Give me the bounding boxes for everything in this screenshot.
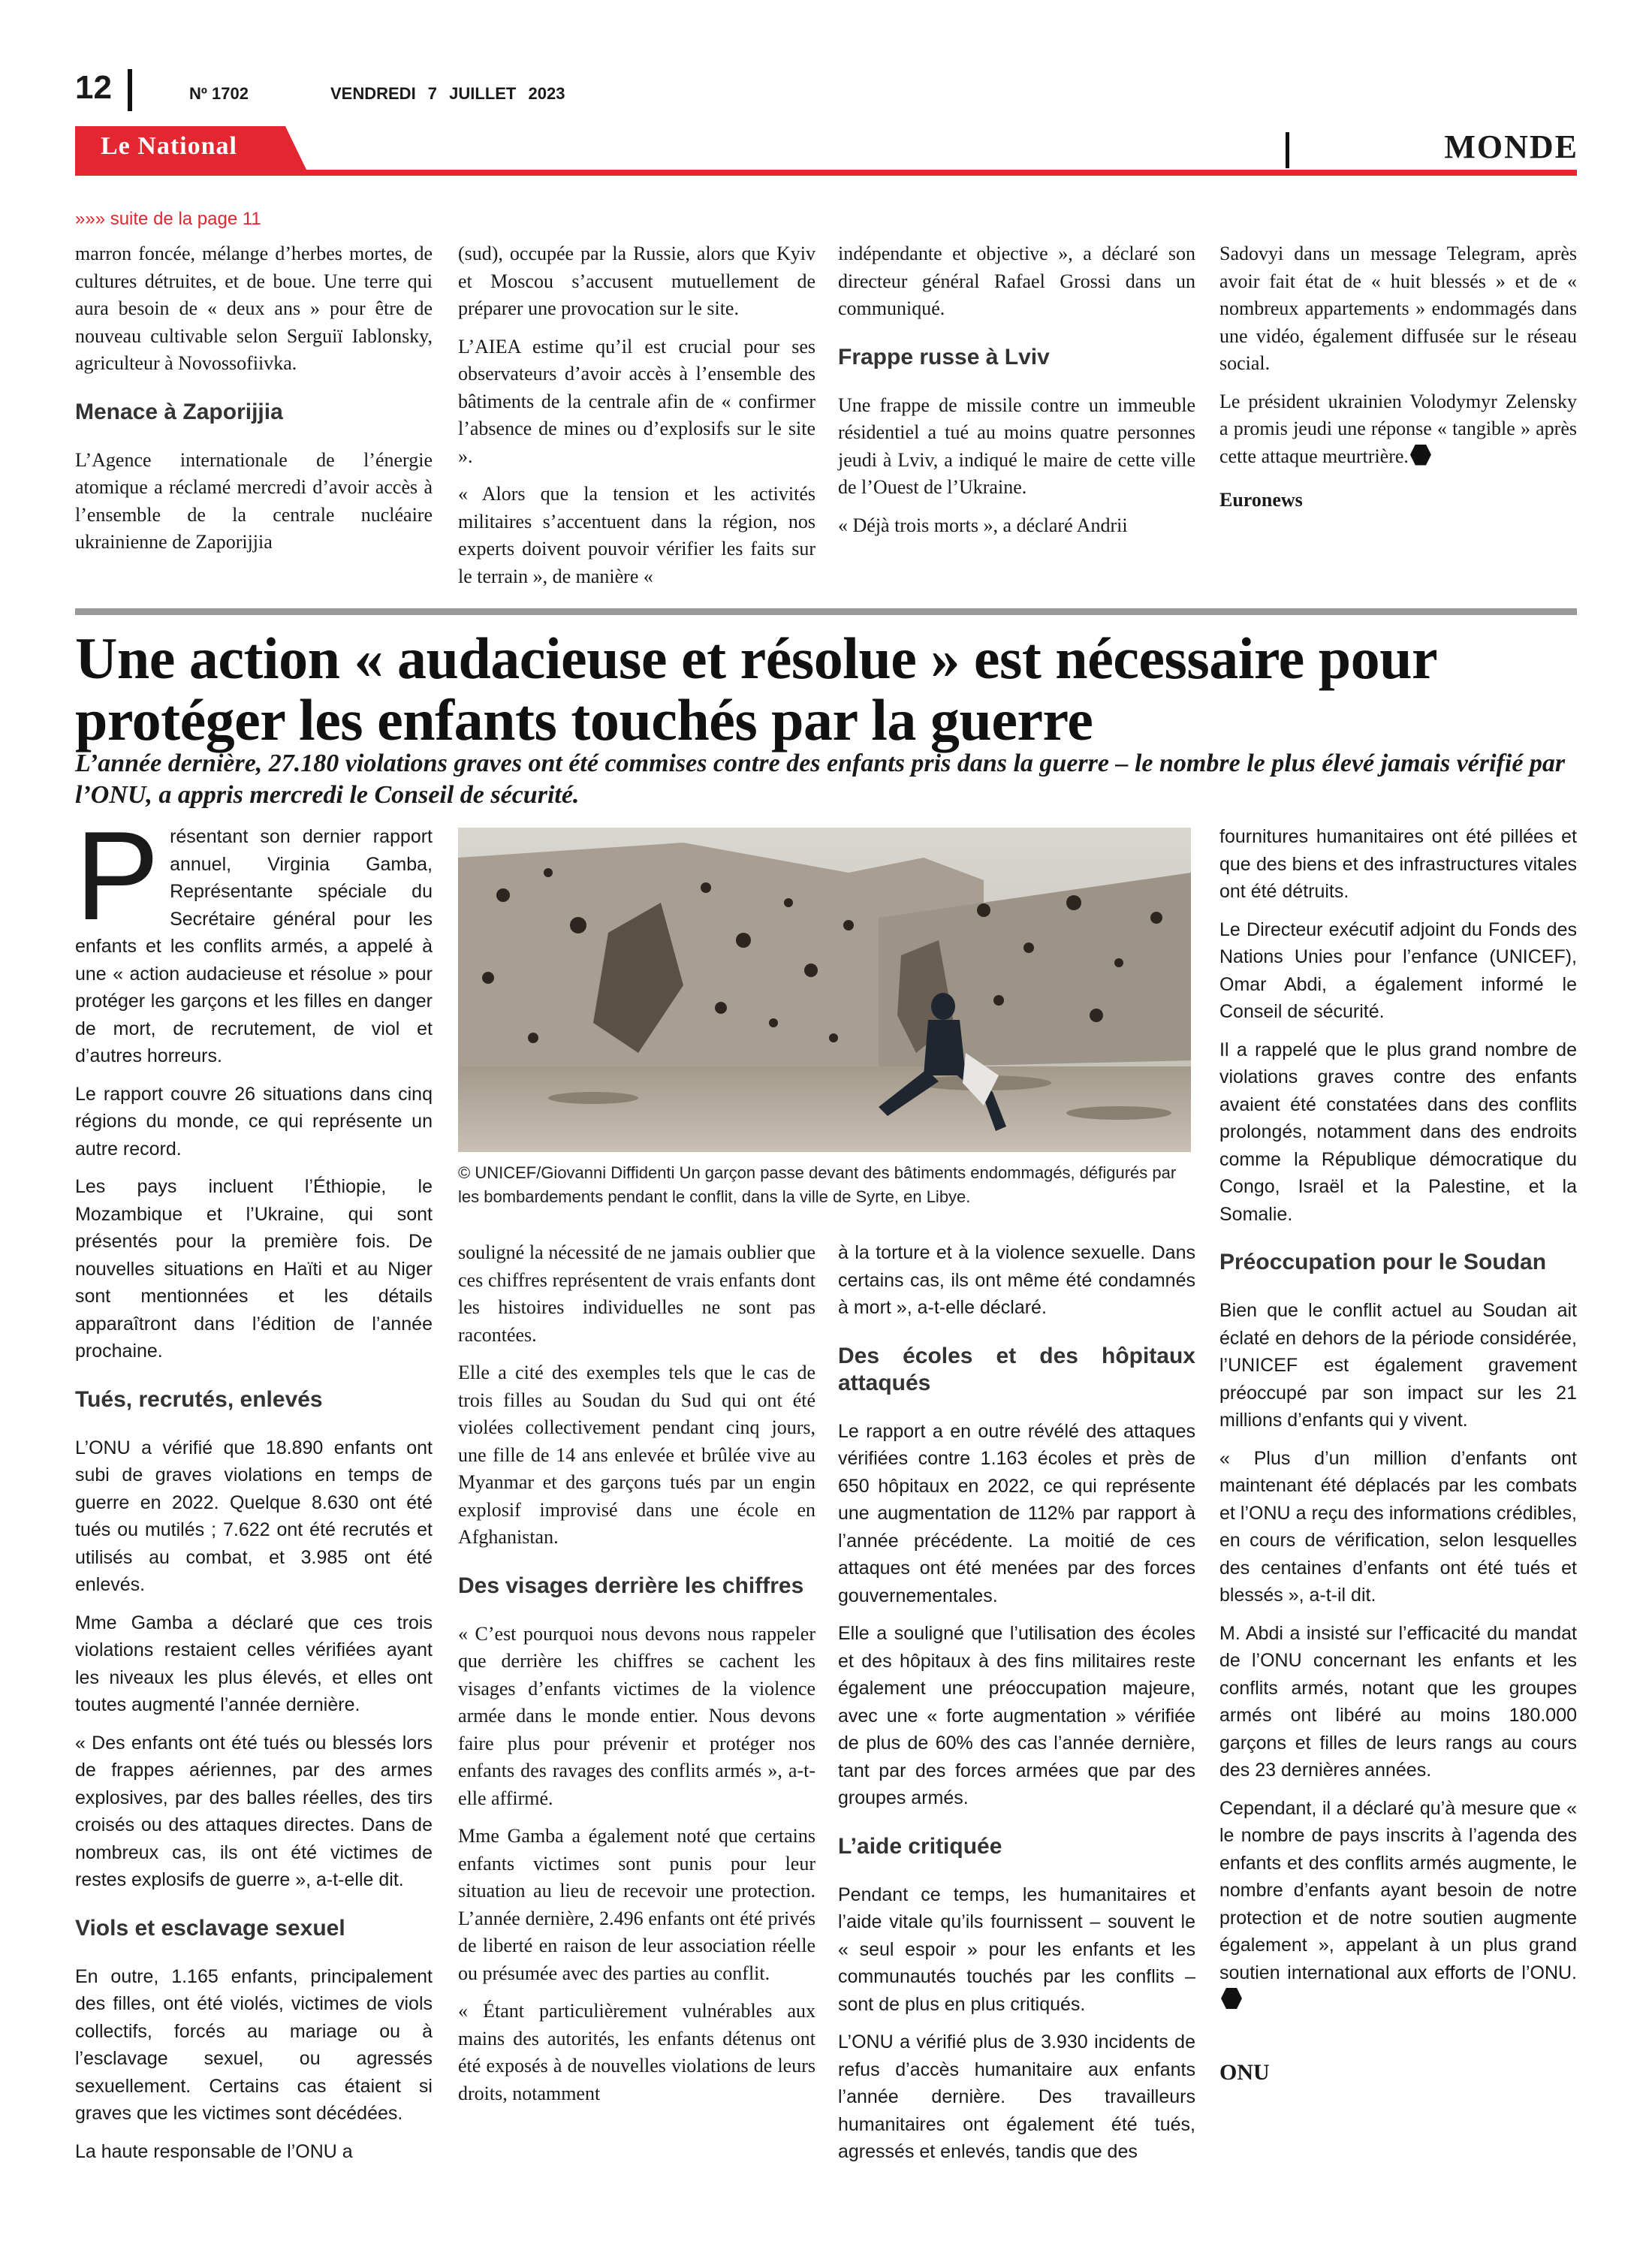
- paragraph: Bien que le conflit actuel au Soudan ait éclaté en dehors de la période considérée, l’UNICEF est également gravement préoccupé par son impact sur les 21 millions d’enfants qui y vivent.: [1219, 1300, 1577, 1431]
- paragraph: Le rapport couvre 26 situations dans cinq régions du monde, ce qui représente un autre record.: [75, 1083, 433, 1160]
- subheading: Tués, recrutés, enlevés: [75, 1386, 323, 1412]
- main-article-column-4: [1219, 823, 1577, 2097]
- paragraph: Le Directeur exécutif adjoint du Fonds des Nations Unies pour l’enfance (UNICEF), Omar Abdi, a également informé le Conseil de sécurité.: [1219, 918, 1577, 1022]
- page-number: 12: [75, 69, 112, 106]
- subheading: L’aide critiquée: [838, 1833, 1002, 1859]
- headline: Une action « audacieuse et résolue » est nécessaire pour protéger les enfants touchés par la guerre: [75, 626, 1436, 753]
- subheading: Des visages derrière les chiffres: [458, 1573, 804, 1598]
- paragraph-text: Cependant, il a déclaré qu’à mesure que « le nombre de pays inscrits à l’agenda des enfants et des conflits armés augmente, le nombre d’enfants ayant besoin de notre protection et de notre soutien augmente également », appelant à un plus grand soutien international aux efforts de l’ONU.: [1219, 1797, 1577, 1983]
- top-article-column-1: [75, 240, 433, 567]
- paragraph: à la torture et à la violence sexuelle. Dans certains cas, ils ont même été condamnés à mort », a-t-elle déclaré.: [838, 1242, 1195, 1318]
- paragraph: Le rapport a en outre révélé des attaques vérifiées contre 1.163 écoles et près de 650 hôpitaux en 2022, ce qui représente une augmentation de 112% par rapport à l’année précédente. La moitié de ces attaques ont été menées par des forces gouvernementales.: [838, 1420, 1195, 1606]
- subheading: Menace à Zaporijjia: [75, 399, 283, 424]
- section-divider: [1286, 132, 1289, 168]
- hexagon-end-mark-icon: [1221, 1988, 1242, 2009]
- paragraph: La haute responsable de l’ONU a: [75, 2140, 353, 2162]
- paragraph: Mme Gamba a également noté que certains enfants victimes sont punis pour leur situation au lieu de recevoir une protection. L’année dernière, 2.496 enfants ont été privés de liberté en raison de leur association réelle ou présumée avec des parties au conflit.: [458, 1825, 815, 1984]
- paragraph: [1219, 388, 1577, 471]
- paragraph: L’Agence internationale de l’énergie atomique a réclamé mercredi d’avoir accès à l’ensemble de la centrale nucléaire ukrainienne de Zaporijjia: [75, 448, 433, 553]
- standfirst: L’année dernière, 27.180 violations graves ont été commises contre des enfants pris dans la guerre – le nombre le plus élevé jamais vérifié par l’ONU, a appris mercredi le Conseil de sécurité.: [75, 749, 1566, 809]
- top-article-column-4: [1219, 240, 1577, 525]
- article-signature: Euronews: [1219, 489, 1303, 511]
- paragraph-text: résentant son dernier rapport annuel, Virginia Gamba, Représentante spéciale du Secrétaire général pour les enfants et les conflits armés, a appelé à une « action audacieuse et résolue » pour protéger les garçons et les filles en danger de mort, de recrutement, de viol et d’autres horreurs.: [75, 826, 433, 1066]
- paragraph: « Déjà trois morts », a déclaré Andrii: [838, 514, 1128, 536]
- paragraph: « Alors que la tension et les activités militaires s’accentuent dans la région, nos experts doivent pouvoir vérifier les faits sur le terrain », de manière «: [458, 483, 815, 587]
- main-article-column-1: [75, 805, 433, 2176]
- hexagon-end-mark-icon: [1410, 445, 1431, 466]
- folio-divider: [128, 69, 132, 111]
- paragraph: Elle a souligné que l’utilisation des écoles et des hôpitaux à des fins militaires reste également une préoccupation majeure, avec une « forte augmentation » vérifiée de plus de 60% des cas l’année dernière, tant par des forces armées que par des groupes armés.: [838, 1623, 1195, 1808]
- top-article-column-2: [458, 240, 815, 601]
- top-article-column-3: [838, 240, 1195, 550]
- subheading: Frappe russe à Lviv: [838, 344, 1050, 369]
- paragraph: Les pays incluent l’Éthiopie, le Mozambique et l’Ukraine, qui sont présentés pour la première fois. De nouvelles situations en Haïti et au Niger sont mentionnées et les détails apparaîtront dans l’édition de l’année prochaine.: [75, 1176, 433, 1362]
- paragraph: Il a rappelé que le plus grand nombre de violations graves contre des enfants avaient été constatées dans des conflits prolongés, notamment dans des endroits comme la République démocratique du Congo, Israël et la Palestine, et la Somalie.: [1219, 1039, 1577, 1225]
- article-signature: ONU: [1219, 2059, 1270, 2085]
- subheading: Viols et esclavage sexuel: [75, 1915, 345, 1941]
- paragraph: Mme Gamba a déclaré que ces trois violations restaient celles vérifiées ayant les niveaux les plus élevés, et elles ont toutes augmenté l’année dernière.: [75, 1612, 433, 1715]
- paragraph: marron foncée, mélange d’herbes mortes, de cultures détruites, et de boue. Une terre qui aura besoin de « deux ans » pour être de nouveau cultivable selon Serguiï Iablonsky, agriculteur à Novossofiivka.: [75, 243, 433, 374]
- paragraph: En outre, 1.165 enfants, principalement des filles, ont été violés, victimes de viols collectifs, forcés au mariage ou à l’esclavage sexuel, ou agressés sexuellement. Certains cas étaient si graves que les victimes sont décédées.: [75, 1965, 433, 2124]
- photo-illustration: [458, 828, 1191, 1152]
- paragraph: « Plus d’un million d’enfants ont maintenant été déplacés par les combats et l’ONU a reçu des informations crédibles, en cours de vérification, selon lesquelles des centaines d’enfants ont été tués et blessés », a-t-il dit.: [1219, 1447, 1577, 1606]
- paragraph: L’AIEA estime qu’il est crucial pour ses observateurs d’avoir accès à l’ensemble des bâtiments de la centrale afin de « confirmer l’absence de mines ou d’explosifs sur le site ».: [458, 335, 815, 467]
- issue-number: Nº 1702: [189, 84, 249, 103]
- photo-caption: © UNICEF/Giovanni Diffidenti Un garçon passe devant des bâtiments endommagés, défigurés par les bombardements pendant le conflit, dans la ville de Syrte, en Libye.: [458, 1163, 1177, 1206]
- section-title: MONDE: [1444, 128, 1578, 165]
- drop-cap: P: [75, 805, 160, 946]
- brand-banner: [75, 126, 308, 173]
- article-separator: [75, 608, 1577, 615]
- article-photo: [458, 828, 1191, 1152]
- paragraph: « Des enfants ont été tués ou blessés lors de frappes aériennes, par des armes explosives, par des balles réelles, des tirs croisés ou des attaques directes. Dans de nombreux cas, ils ont été victimes de restes explosifs de guerre », a-t-elle dit.: [75, 1732, 433, 1890]
- subheading: Des écoles et des hôpitaux attaqués: [838, 1343, 1195, 1395]
- main-article-column-3: [838, 1239, 1195, 2176]
- paragraph: Elle a cité des exemples tels que le cas de trois filles au Soudan du Sud qui ont été violées collectivement pendant cinq jours, une fille de 14 ans enlevée et brûlée vive au Myanmar et des garçons tués par un engin explosif improvisé dans une école en Afghanistan.: [458, 1362, 815, 1548]
- paragraph: fournitures humanitaires ont été pillées et que des biens et des infrastructures vitales ont été détruits.: [1219, 826, 1577, 902]
- brand-name: Le National: [101, 132, 237, 160]
- paragraph-text: Le président ukrainien Volodymyr Zelensky a promis jeudi une réponse « tangible » après cette attaque meurtrière.: [1219, 390, 1577, 467]
- paragraph: indépendante et objective », a déclaré son directeur général Rafael Grossi dans un communiqué.: [838, 243, 1195, 319]
- paragraph: M. Abdi a insisté sur l’efficacité du mandat de l’ONU concernant les enfants et les conflits armés, notant que les groupes armés ont libéré au moins 180.000 garçons et filles de leurs rangs au cours des 23 dernières années.: [1219, 1622, 1577, 1781]
- paragraph: « Étant particulièrement vulnérables aux mains des autorités, les enfants détenus ont été exposés à de nouvelles violations de leurs droits, notamment: [458, 2000, 815, 2104]
- paragraph: Pendant ce temps, les humanitaires et l’aide vitale qu’ils fournissent – souvent le « seul espoir » pour les enfants et les communautés touchés par les conflits – sont de plus en plus critiqués.: [838, 1884, 1195, 2015]
- issue-date: VENDREDI 7 JUILLET 2023: [330, 84, 565, 103]
- paragraph: [1219, 1795, 1577, 2014]
- header-rule: [75, 170, 1577, 176]
- paragraph: L’ONU a vérifié que 18.890 enfants ont subi de graves violations en temps de guerre en 2022. Quelque 8.630 ont été tués ou mutilés ; 7.622 ont été recrutés et utilisés au combat, et 3.985 ont été enlevés.: [75, 1437, 433, 1595]
- lead-paragraph: [75, 805, 433, 1070]
- paragraph: « C’est pourquoi nous devons nous rappeler que derrière les chiffres se cachent les visages d’enfants victimes de la violence armée dans le monde entier. Nous devons faire plus pour prévenir et protéger nos enfants des ravages des conflits armés », a-t-elle affirmé.: [458, 1622, 815, 1809]
- subheading: Préoccupation pour le Soudan: [1219, 1250, 1547, 1274]
- paragraph: Sadovyi dans un message Telegram, après avoir fait état de « huit blessés » et de « nombreux appartements » endommagés dans une vidéo, également diffusée sur le réseau social.: [1219, 243, 1577, 374]
- main-article-column-2: [458, 1239, 815, 2118]
- paragraph: (sud), occupée par la Russie, alors que Kyiv et Moscou s’accusent mutuellement de préparer une provocation sur le site.: [458, 243, 815, 319]
- paragraph: Une frappe de missile contre un immeuble résidentiel a tué au moins quatre personnes jeudi à Lviv, a indiqué le maire de cette ville de l’Ouest de l’Ukraine.: [838, 394, 1195, 498]
- paragraph: L’ONU a vérifié plus de 3.930 incidents de refus d’accès humanitaire aux enfants l’année dernière. Des travailleurs humanitaires ont également été tués, agressés et enlevés, tandis que des: [838, 2031, 1195, 2162]
- continued-from: »»» suite de la page 11: [75, 209, 261, 229]
- paragraph: souligné la nécessité de ne jamais oublier que ces chiffres représentent de vrais enfants dont les histoires individuelles ne sont pas racontées.: [458, 1241, 815, 1346]
